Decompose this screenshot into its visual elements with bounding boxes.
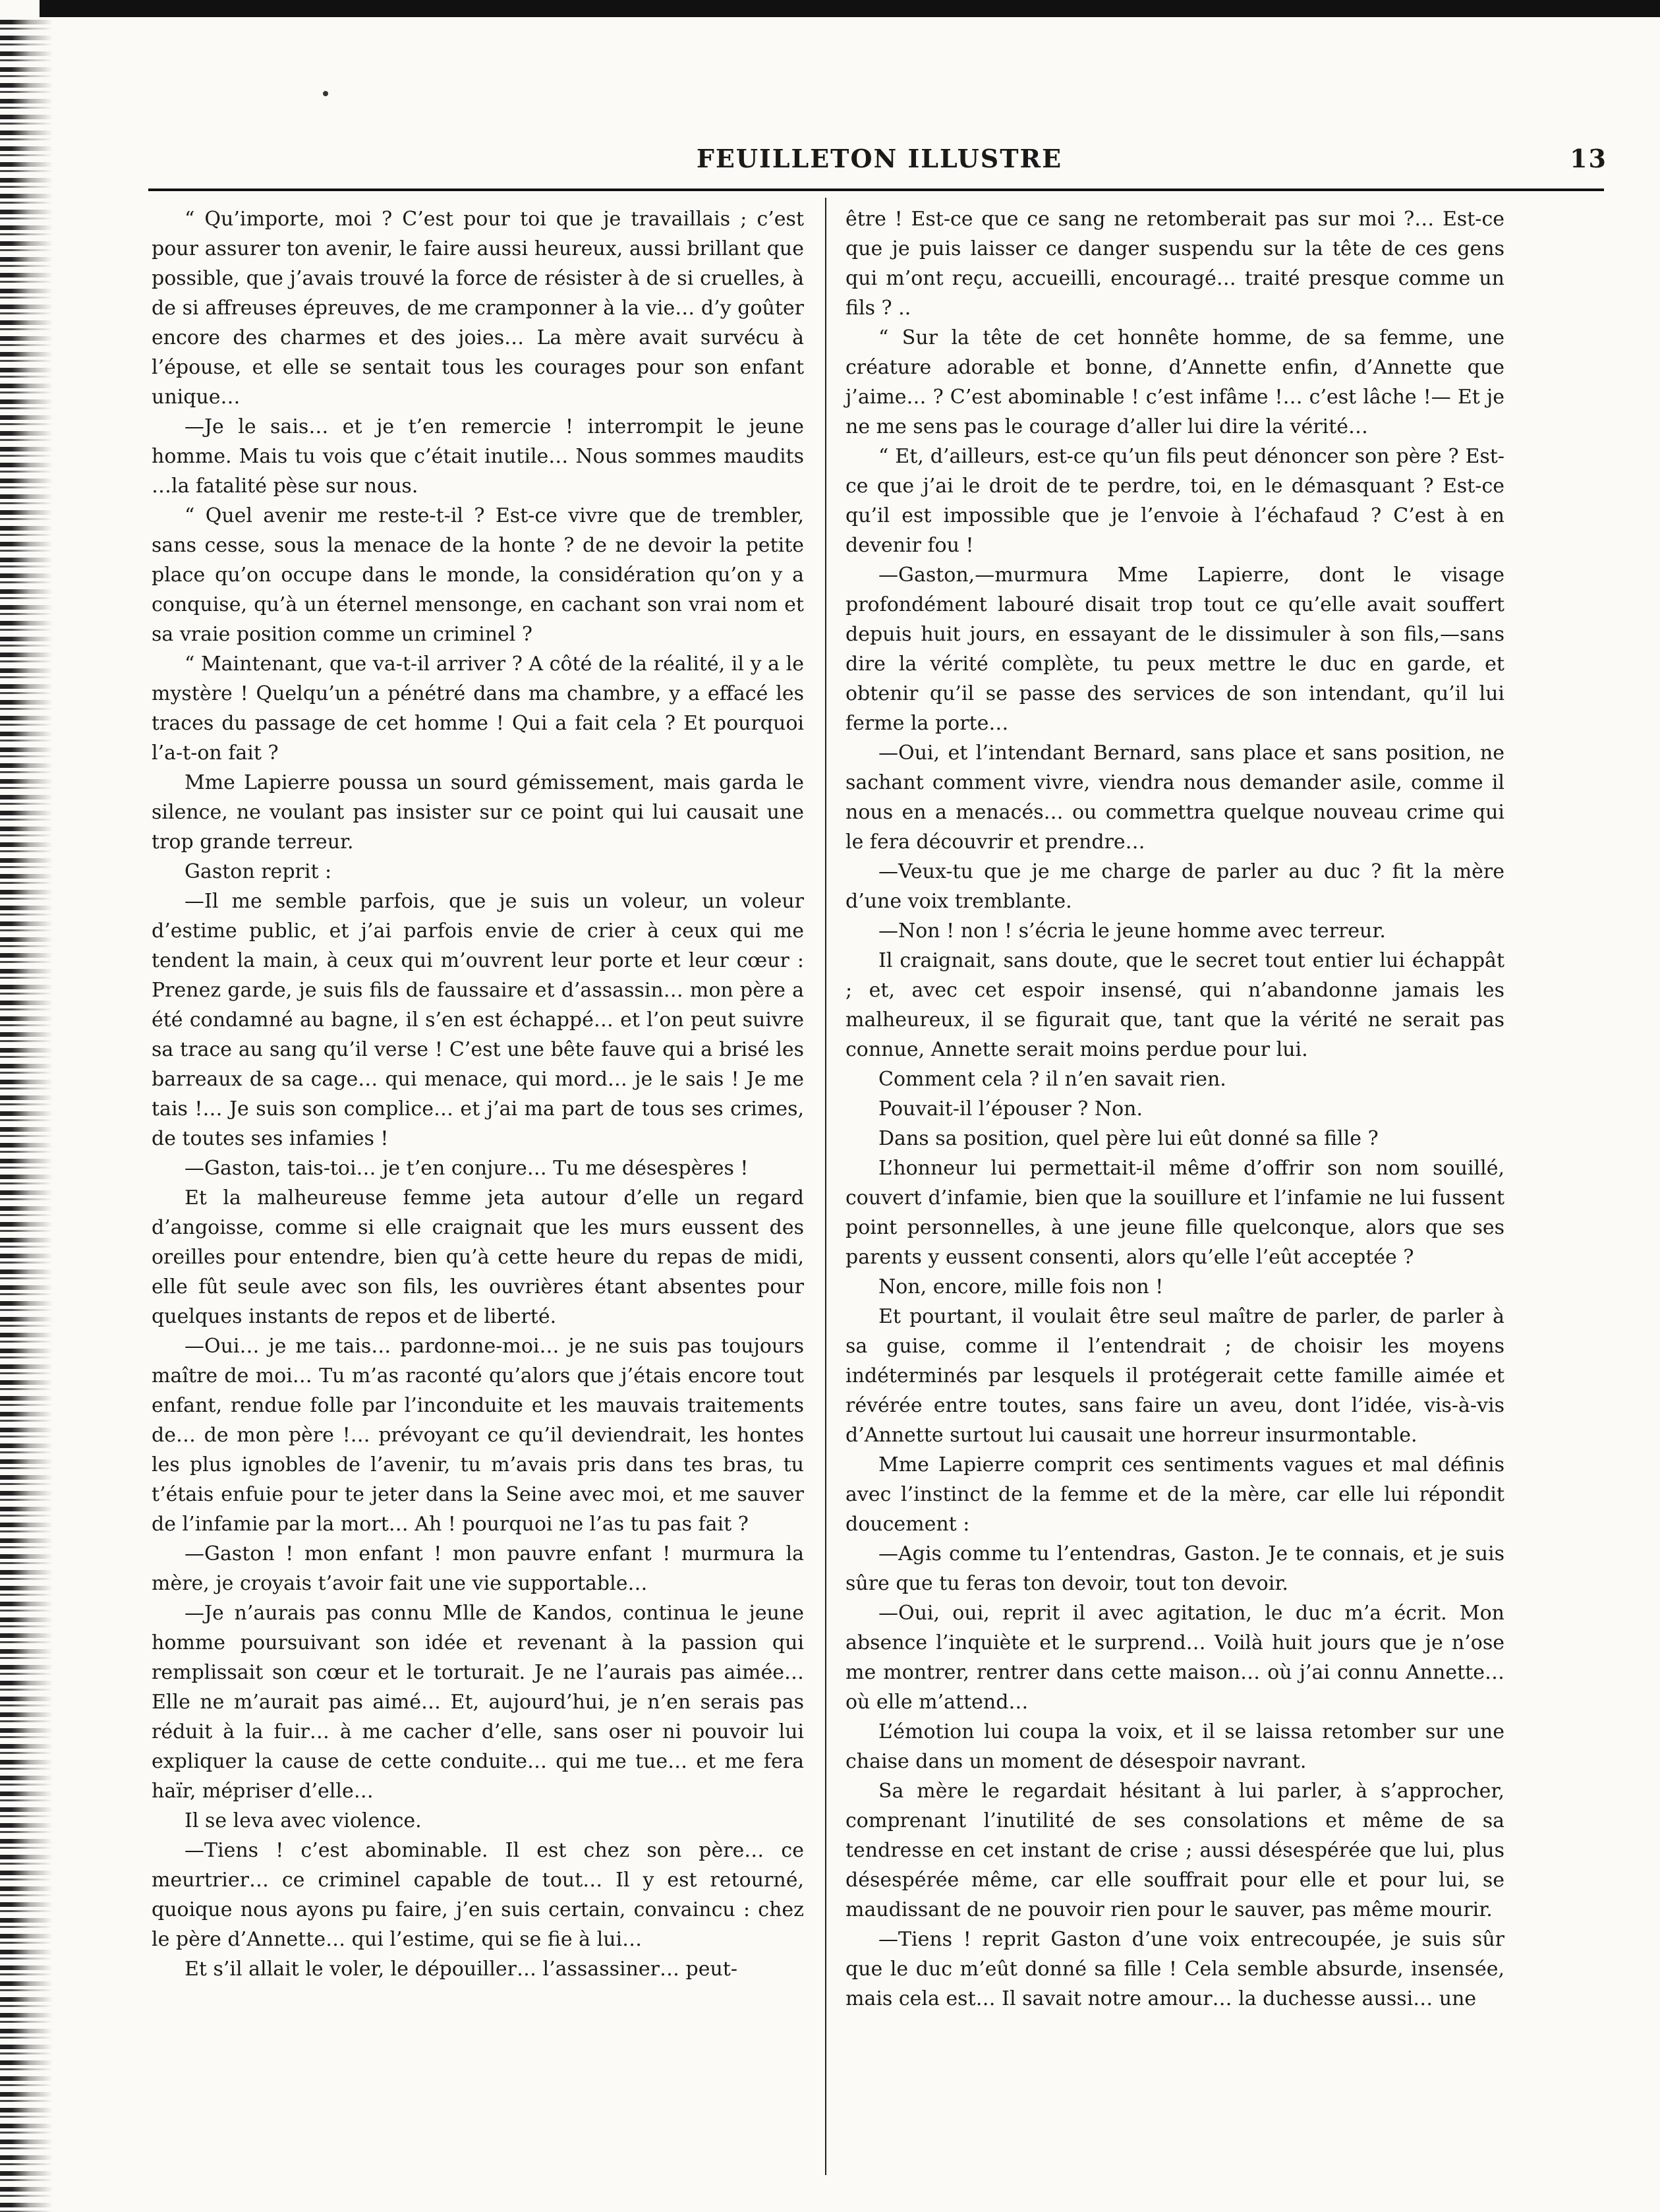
paragraph: Il se leva avec violence. [185, 1809, 422, 1832]
header-rule [148, 189, 1604, 191]
paragraph: L’honneur lui permettait-il même d’offrir son nom souillé, couvert d’infamie, bien que la souillure et l’infamie ne lui fussent point personnelles, à une jeune fille quelconque, alors que ses parents y eussent consenti, alors qu’elle l’eût acceptée ? [845, 1157, 1504, 1269]
paragraph: Et s’il allait le voler, le dépouiller… l’assassiner… peut- [185, 1958, 738, 1981]
paragraph: Et pourtant, il voulait être seul maître de parler, de parler à sa guise, comme il l’entendrait ; de choisir les moyens indéterminés par lesquels il protégerait cette famille aimée et révérée entre toutes, sans faire un aveu, dont l’idée, vis-à-vis d’Annette surtout lui causait une horreur insurmontable. [845, 1305, 1504, 1447]
paragraph: —Gaston ! mon enfant ! mon pauvre enfant ! murmura la mère, je croyais t’avoir fait une vie supportable… [152, 1542, 804, 1595]
paragraph-continued: être ! Est-ce que ce sang ne retomberait pas sur moi ?… Est-ce que je puis laisser ce danger suspendu sur la tête de ces gens qui m’ont reçu, accueilli, encouragé… traité presque comme un fils ? .. [845, 208, 1504, 320]
left-column [152, 204, 804, 1984]
column-divider [825, 198, 826, 2175]
paragraph: Non, encore, mille fois non ! [878, 1275, 1164, 1298]
paragraph: “ Maintenant, que va-t-il arriver ? A côté de la réalité, il y a le mystère ! Quelqu’un a pénétré dans ma chambre, y a effacé les traces du passage de cet homme ! Qui a fait cela ? Et pourquoi l’a-t-on fait ? [152, 653, 804, 765]
paragraph: —Je le sais… et je t’en remercie ! interrompit le jeune homme. Mais tu vois que c’était inutile… Nous sommes maudits …la fatalité pèse sur nous. [152, 415, 804, 498]
paragraph: —Veux-tu que je me charge de parler au duc ? fit la mère d’une voix tremblante. [845, 860, 1504, 913]
paragraph: Dans sa position, quel père lui eût donné sa fille ? [878, 1127, 1379, 1150]
paragraph: —Gaston,—murmura Mme Lapierre, dont le visage profondément labouré disait trop tout ce qu’elle avait souffert depuis huit jours, en essayant de le dissimuler à son fils,—sans dire la vérité complète, tu peux mettre le duc en garde, et obtenir qu’il se passe des services de son intendant, qu’il lui ferme la porte… [845, 564, 1504, 735]
paragraph: —Non ! non ! s’écria le jeune homme avec terreur. [878, 919, 1386, 943]
paragraph: —Tiens ! reprit Gaston d’une voix entrecoupée, je suis sûr que le duc m’eût donné sa fille ! Cela semble absurde, insensée, mais cela est… Il savait notre amour… la duchesse aussi… une [845, 1928, 1504, 2010]
paragraph: Mme Lapierre poussa un sourd gémissement, mais garda le silence, ne voulant pas insister sur ce point qui lui causait une trop grande terreur. [152, 771, 804, 854]
paragraph: —Il me semble parfois, que je suis un voleur, un voleur d’estime public, et j’ai parfois envie de crier à ceux qui me tendent la main, à ceux qui m’ouvrent leur porte et leur cœur : Prenez garde, je suis fils de faussaire et d’assassin… mon père a été condamné au bagne, il s’en est échappé… et l’on peut suivre sa trace au sang qu’il verse ! C’est une bête fauve qui a brisé les barreaux de sa cage… qui menace, qui mord… je le sais ! Je me tais !… Je suis son complice… et j’ai ma part de tous ses crimes, de toutes ses infamies ! [152, 890, 804, 1150]
paragraph: —Agis comme tu l’entendras, Gaston. Je te connais, et je suis sûre que tu feras ton devoir, tout ton devoir. [845, 1542, 1504, 1595]
paragraph: —Oui, et l’intendant Bernard, sans place et sans position, ne sachant comment vivre, viendra nous demander asile, comme il nous en a menacés… ou commettra quelque nouveau crime qui le fera découvrir et prendre… [845, 742, 1504, 854]
paragraph: Sa mère le regardait hésitant à lui parler, à s’approcher, comprenant l’inutilité de ses consolations et même de sa tendresse en cet instant de crise ; aussi désespérée que lui, plus désespérée même, car elle souffrait pour elle et pour lui, se maudissant de ne pouvoir rien pour le sauver, pas même mourir. [845, 1780, 1504, 1921]
page-header [152, 138, 1607, 178]
paragraph: —Oui… je me tais… pardonne-moi… je ne suis pas toujours maître de moi… Tu m’as raconté qu’alors que j’étais encore tout enfant, rendue folle par l’inconduite et les mauvais traitements de… de mon père !… prévoyant ce qu’il deviendrait, les hontes les plus ignobles de l’avenir, tu m’avais pris dans tes bras, tu t’étais enfuie pour te jeter dans la Seine avec moi, et me sauver de l’infamie par la mort… Ah ! pourquoi ne l’as tu pas fait ? [152, 1335, 804, 1536]
paragraph: Il craignait, sans doute, que le secret tout entier lui échappât ; et, avec cet espoir insensé, qui n’abandonne jamais les malheureux, il se figurait que, tant que la vérité ne serait pas connue, Annette serait moins perdue pour lui. [845, 949, 1504, 1061]
running-title: FEUILLETON ILLUSTRE [696, 144, 1063, 173]
paragraph: “ Sur la tête de cet honnête homme, de sa femme, une créature adorable et bonne, d’Annette enfin, d’Annette que j’aime… ? C’est abominable ! c’est infâme !… c’est lâche !— Et je ne me sens pas le courage d’aller lui dire la vérité… [845, 326, 1504, 438]
paragraph: —Oui, oui, reprit il avec agitation, le duc m’a écrit. Mon absence l’inquiète et le surprend… Voilà huit jours que je n’ose me montrer, rentrer dans cette maison… où j’ai connu Annette… où elle m’attend… [845, 1602, 1504, 1714]
page-number: 13 [1570, 144, 1607, 173]
paragraph: “ Quel avenir me reste-t-il ? Est-ce vivre que de trembler, sans cesse, sous la menace de la honte ? de ne devoir la petite place qu’on occupe dans le monde, la considération qu’on y a conquise, qu’à un éternel mensonge, en cachant son vrai nom et sa vraie position comme un criminel ? [152, 504, 804, 646]
ink-speck [323, 91, 328, 96]
paragraph: L’émotion lui coupa la voix, et il se laissa retomber sur une chaise dans un moment de désespoir navrant. [845, 1720, 1504, 1773]
paragraph: Comment cela ? il n’en savait rien. [878, 1068, 1226, 1091]
paragraph: Gaston reprit : [185, 860, 332, 883]
paragraph: “ Et, d’ailleurs, est-ce qu’un fils peut dénoncer son père ? Est-ce que j’ai le droit de te perdre, toi, en le démasquant ? Est-ce qu’il est impossible que je l’envoie à l’échafaud ? C’est à en devenir fou ! [845, 445, 1504, 557]
paragraph: “ Qu’importe, moi ? C’est pour toi que je travaillais ; c’est pour assurer ton avenir, le faire aussi heureux, aussi brillant que possible, que j’avais trouvé la force de résister à de si cruelles, à de si affreuses épreuves, de me cramponner à la vie… d’y goûter encore des charmes et des joies… La mère avait survécu à l’épouse, et elle se sentait tous les courages pour son enfant unique… [152, 208, 804, 409]
paragraph: Mme Lapierre comprit ces sentiments vagues et mal définis avec l’instinct de la femme et de la mère, car elle lui répondit doucement : [845, 1453, 1504, 1536]
paragraph: —Je n’aurais pas connu Mlle de Kandos, continua le jeune homme poursuivant son idée et revenant à la passion qui remplissait son cœur et le torturait. Je ne l’aurais pas aimée… Elle ne m’aurait pas aimé… Et, aujourd’hui, je n’en serais pas réduit à la fuir… à me cacher d’elle, sans oser ni pouvoir lui expliquer la cause de cette conduite… qui me tue… et me fera haïr, mépriser d’elle… [152, 1602, 804, 1803]
torn-page-edge [0, 20, 53, 2212]
paragraph: Et la malheureuse femme jeta autour d’elle un regard d’angoisse, comme si elle craignait que les murs eussent des oreilles pour entendre, bien qu’à cette heure du repas de midi, elle fût seule avec son fils, les ouvrières étant absentes pour quelques instants de repos et de liberté. [152, 1186, 804, 1328]
paragraph: —Gaston, tais-toi… je t’en conjure… Tu me désespères ! [185, 1157, 749, 1180]
paragraph: —Tiens ! c’est abominable. Il est chez son père… ce meurtrier… ce criminel capable de tout… Il y est retourné, quoique nous ayons pu faire, j’en suis certain, convaincu : chez le père d’Annette… qui l’estime, qui se fie à lui… [152, 1839, 804, 1951]
right-column [845, 204, 1504, 2014]
paragraph: Pouvait-il l’épouser ? Non. [878, 1097, 1143, 1121]
page-top-border [40, 0, 1660, 17]
